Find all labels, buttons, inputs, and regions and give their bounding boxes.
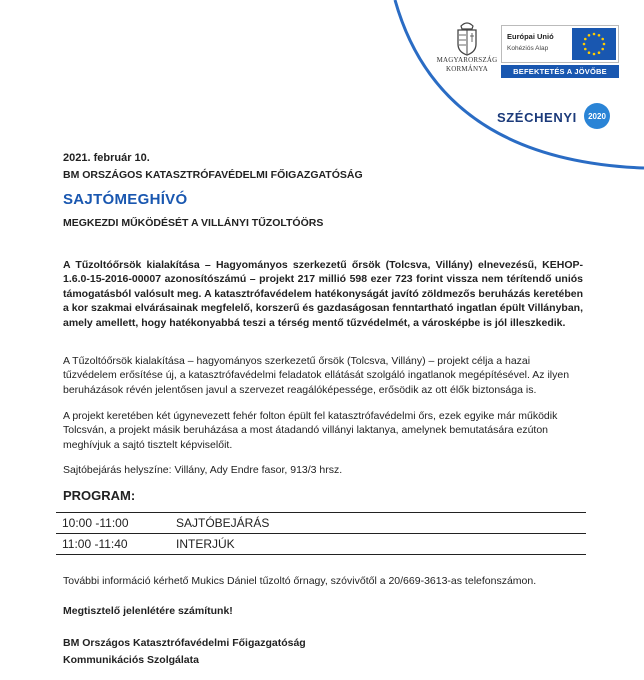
eu-logo	[501, 25, 619, 63]
szechenyi-2020-badge-icon	[583, 102, 611, 130]
paragraph-intro: A Tűzoltóőrsök kialakítása – Hagyományos szerkezetű őrsök (Tolcsva, Villány) elnevezésű, KEHOP-1.6.0-15-2016-00007 azonosítószámú – projekt 217 millió 598 ezer 723 forint vissza nem térítendő uniós támogatásból valósult meg. A katasztrófavédelem hatékonyságát javító zöldmezős beruházás keretében a kor szakmai elvárásainak megfelelő, korszerű és gazdaságosan fenntartható ingatlan épült Villányban, amely amellett, hogy hatékonyabbá teszi a térség mentő tűzvédelmét, a városképbe is jól illeszkedik.	[63, 259, 583, 329]
szechenyi-badge-label: 2020	[588, 112, 606, 121]
contact-info: További információ kérhető Mukics Dániel tűzoltó őrnagy, szóvivőtől a 20/669-3613-as telefonszámon.	[63, 575, 537, 587]
program-schedule	[56, 512, 586, 555]
eu-subtitle: Kohéziós Alap	[507, 45, 549, 52]
eu-title: Európai Unió	[507, 32, 554, 41]
signature-line2: Kommunikációs Szolgálata	[63, 654, 199, 666]
paragraph-goal: A Tűzoltóőrsök kialakítása – hagyományos szerkezetű őrsök (Tolcsva, Villány) – projekt célja a hazai tűzvédelem erősítése új, a katasztrófavédelmi feladatok ellátását szolgáló ingatlanok megépítésével. Az ilyen beruházások révén jelentősen javul a szervezet reagálóképessége, erősödik az ott élők biztonsága is.	[63, 355, 570, 396]
schedule-time: 11:00 -11:40	[62, 537, 128, 551]
gov-logo-line1: MAGYARORSZÁG	[436, 56, 498, 64]
document-date: 2021. február 10.	[63, 152, 150, 164]
hungarian-government-logo	[432, 20, 502, 74]
eu-flag-icon	[572, 28, 616, 60]
gov-logo-line2: KORMÁNYA	[445, 65, 489, 73]
welcome-text: Megtisztelő jelenlétére számítunk!	[63, 605, 233, 617]
coat-of-arms-icon	[454, 20, 480, 56]
szechenyi-logo-text: SZÉCHENYI	[497, 110, 577, 125]
schedule-time: 10:00 -11:00	[62, 516, 129, 530]
page-title: SAJTÓMEGHÍVÓ	[63, 191, 188, 208]
schedule-divider	[56, 554, 586, 555]
paragraph-location: Sajtóbejárás helyszíne: Villány, Ady Endre fasor, 913/3 hrsz.	[63, 464, 343, 476]
document-organization: BM ORSZÁGOS KATASZTRÓFAVÉDELMI FŐIGAZGATÓSÁG	[63, 169, 363, 181]
schedule-event: SAJTÓBEJÁRÁS	[176, 516, 270, 530]
schedule-event: INTERJÚK	[176, 537, 235, 551]
program-heading: PROGRAM:	[63, 488, 136, 503]
signature-line1: BM Országos Katasztrófavédelmi Főigazgatóság	[63, 637, 306, 649]
schedule-row	[56, 513, 586, 533]
schedule-row	[56, 534, 586, 554]
page-subtitle: MEGKEZDI MŰKÖDÉSÉT A VILLÁNYI TŰZOLTÓÖRS	[63, 217, 324, 229]
eu-banner: BEFEKTETÉS A JÖVŐBE	[501, 65, 619, 78]
paragraph-project: A projekt keretében két úgynevezett fehér folton épült fel katasztrófavédelmi őrs, ezek egyike már működik Tolcsván, a projekt másik beruházása a most átadandó villányi laktanya, amelynek bemutatására ezúton meghívjuk a sajtó tisztelt képviselőit.	[63, 410, 558, 451]
